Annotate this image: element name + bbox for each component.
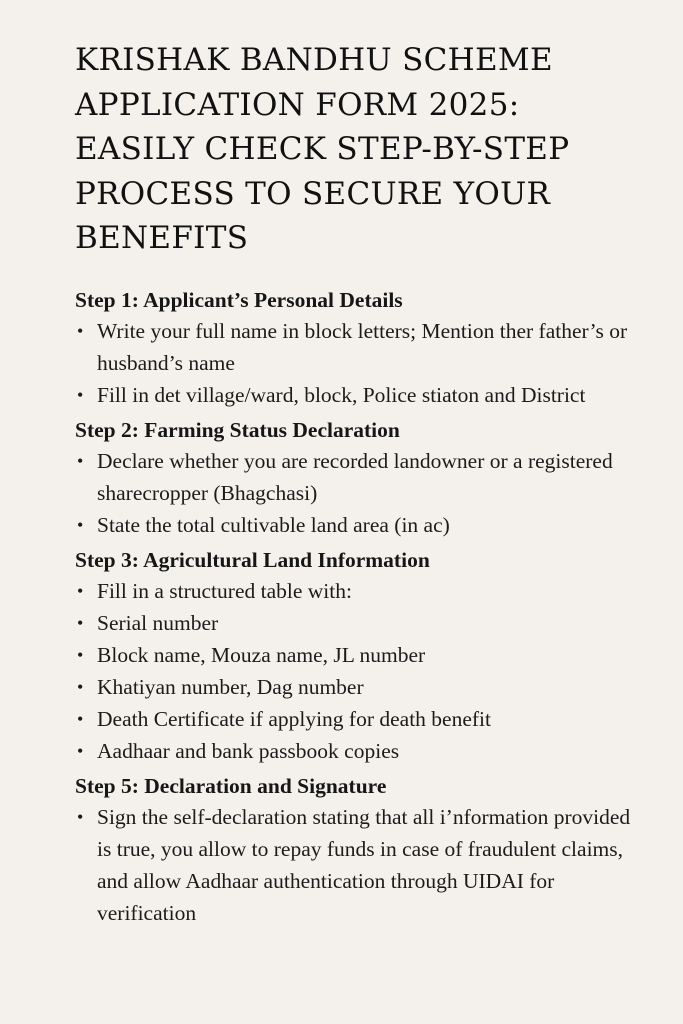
list-item-text: Death Certificate if applying for death benefit (97, 706, 492, 731)
bullet-icon: • (77, 740, 84, 761)
bullet-icon: • (77, 384, 84, 405)
bullet-icon: • (77, 320, 84, 341)
bullet-list (75, 575, 635, 767)
list-item (75, 575, 635, 607)
step-heading: Step 3: Agricultural Land Information (75, 547, 430, 572)
bullet-icon: • (77, 612, 84, 633)
bullet-icon: • (77, 450, 84, 471)
list-item (75, 639, 635, 671)
bullet-icon: • (77, 676, 84, 697)
list-item (75, 445, 635, 509)
bullet-icon: • (77, 806, 84, 827)
step-heading: Step 2: Farming Status Declaration (75, 417, 400, 442)
bullet-list (75, 801, 635, 929)
step-5-section (75, 771, 635, 929)
list-item (75, 671, 635, 703)
list-item-text: Serial number (97, 610, 219, 635)
list-item-text: Sign the self-declaration stating that all i’nformation provided is true, you allow to repay funds in case of fraudulent claims, and allow Aadhaar authentication through UIDAI for verification (97, 804, 631, 925)
step-heading: Step 1: Applicant’s Personal Details (75, 287, 403, 312)
bullet-icon: • (77, 580, 84, 601)
step-2-section (75, 415, 635, 541)
step-heading: Step 5: Declaration and Signature (75, 773, 387, 798)
bullet-icon: • (77, 514, 84, 535)
bullet-icon: • (77, 708, 84, 729)
step-3-section (75, 545, 635, 767)
bullet-list (75, 315, 635, 411)
bullet-list (75, 445, 635, 541)
list-item (75, 509, 635, 541)
list-item (75, 801, 635, 929)
list-item (75, 379, 635, 411)
document-page (75, 38, 635, 933)
list-item-text: Aadhaar and bank passbook copies (97, 738, 400, 763)
list-item (75, 315, 635, 379)
list-item-text: Declare whether you are recorded landowner or a registered sharecropper (Bhagchasi) (97, 448, 613, 505)
list-item (75, 735, 635, 767)
list-item-text: Block name, Mouza name, JL number (97, 642, 426, 667)
list-item-text: State the total cultivable land area (in ac) (97, 512, 450, 537)
list-item (75, 703, 635, 735)
list-item (75, 607, 635, 639)
bullet-icon: • (77, 644, 84, 665)
list-item-text: Fill in a structured table with: (97, 578, 352, 603)
list-item-text: Write your full name in block letters; Mention ther father’s or husband’s name (97, 318, 628, 375)
page-title: KRISHAK BANDHU SCHEME APPLICATION FORM 2025: EASILY CHECK STEP-BY-STEP PROCESS TO SECURE YOUR BENEFITS (75, 42, 570, 256)
list-item-text: Khatiyan number, Dag number (97, 674, 364, 699)
list-item-text: Fill in det village/ward, block, Police stiaton and District (97, 382, 586, 407)
step-1-section (75, 285, 635, 411)
